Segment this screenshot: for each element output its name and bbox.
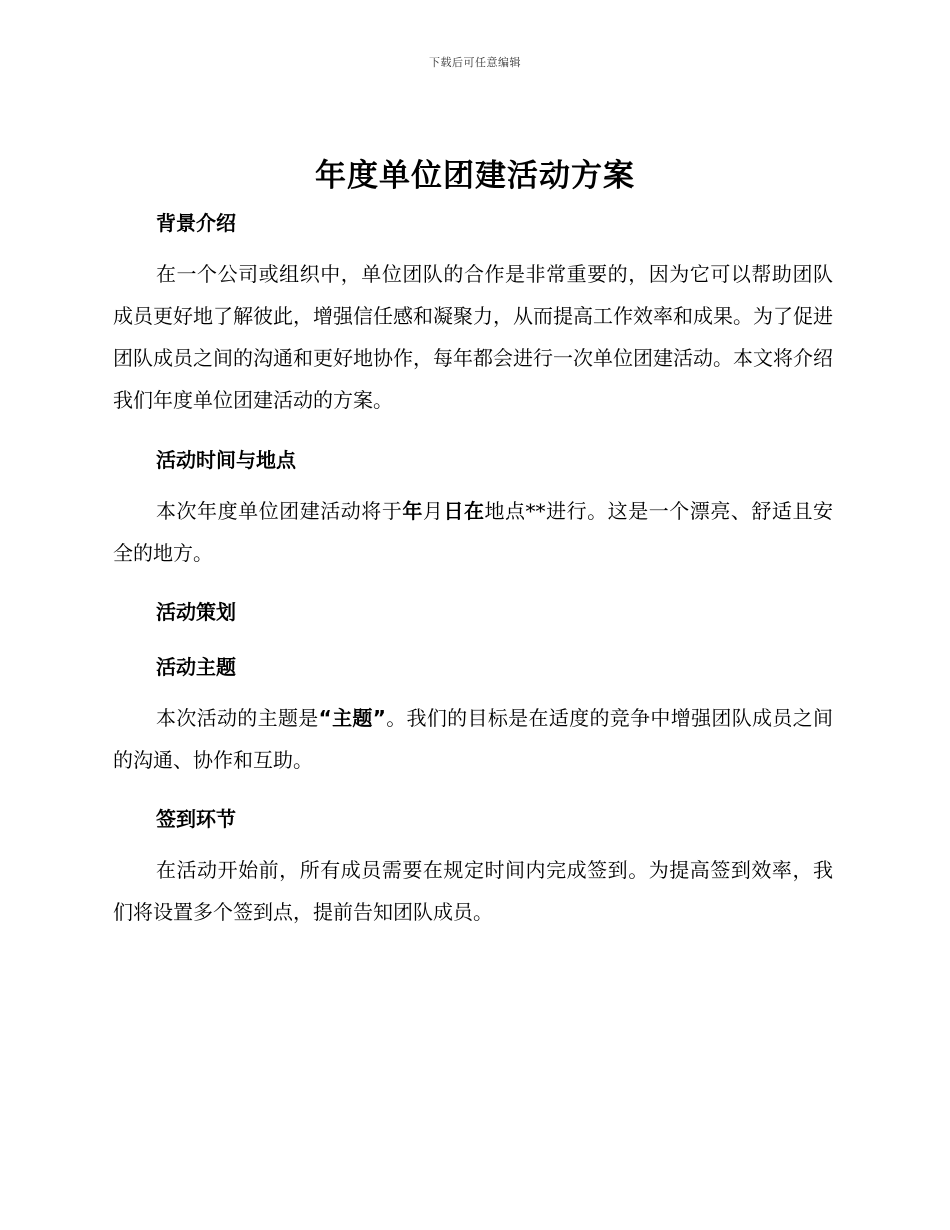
section-heading-time-location: 活动时间与地点 (156, 448, 296, 472)
text-run: 地点**进行。这是一个漂亮、舒适且安全的地方。 (113, 499, 833, 565)
section-paragraph-time-location (113, 490, 833, 574)
text-run-bold: 日在 (443, 499, 485, 523)
text-run-bold: “主题” (318, 706, 386, 730)
text-run: 本次年度单位团建活动将于 (156, 499, 403, 523)
text-run: 。我们的目标是在适度的竞争中增强团队成员之间的沟通、协作和互助。 (113, 706, 834, 772)
text-run-bold: 年 (402, 499, 423, 523)
section-heading-theme: 活动主题 (156, 655, 236, 679)
header-note: 下载后可任意编辑 (429, 56, 521, 69)
section-paragraph-background: 在一个公司或组织中，单位团队的合作是非常重要的，因为它可以帮助团队成员更好地了解彼此，增强信任感和凝聚力，从而提高工作效率和成果。为了促进团队成员之间的沟通和更好地协作，每年都会进行一次单位团建活动。本文将介绍我们年度单位团建活动的方案。 (113, 262, 833, 412)
section-paragraph-theme (113, 697, 833, 781)
section-heading-background: 背景介绍 (156, 211, 236, 235)
text-run: 月 (422, 499, 444, 523)
section-paragraph-signin: 在活动开始前，所有成员需要在规定时间内完成签到。为提高签到效率，我们将设置多个签到点，提前告知团队成员。 (113, 858, 833, 924)
section-heading-planning: 活动策划 (156, 600, 236, 624)
document-title: 年度单位团建活动方案 (315, 158, 635, 194)
section-heading-signin: 签到环节 (156, 807, 236, 831)
text-run: 本次活动的主题是 (156, 706, 319, 730)
